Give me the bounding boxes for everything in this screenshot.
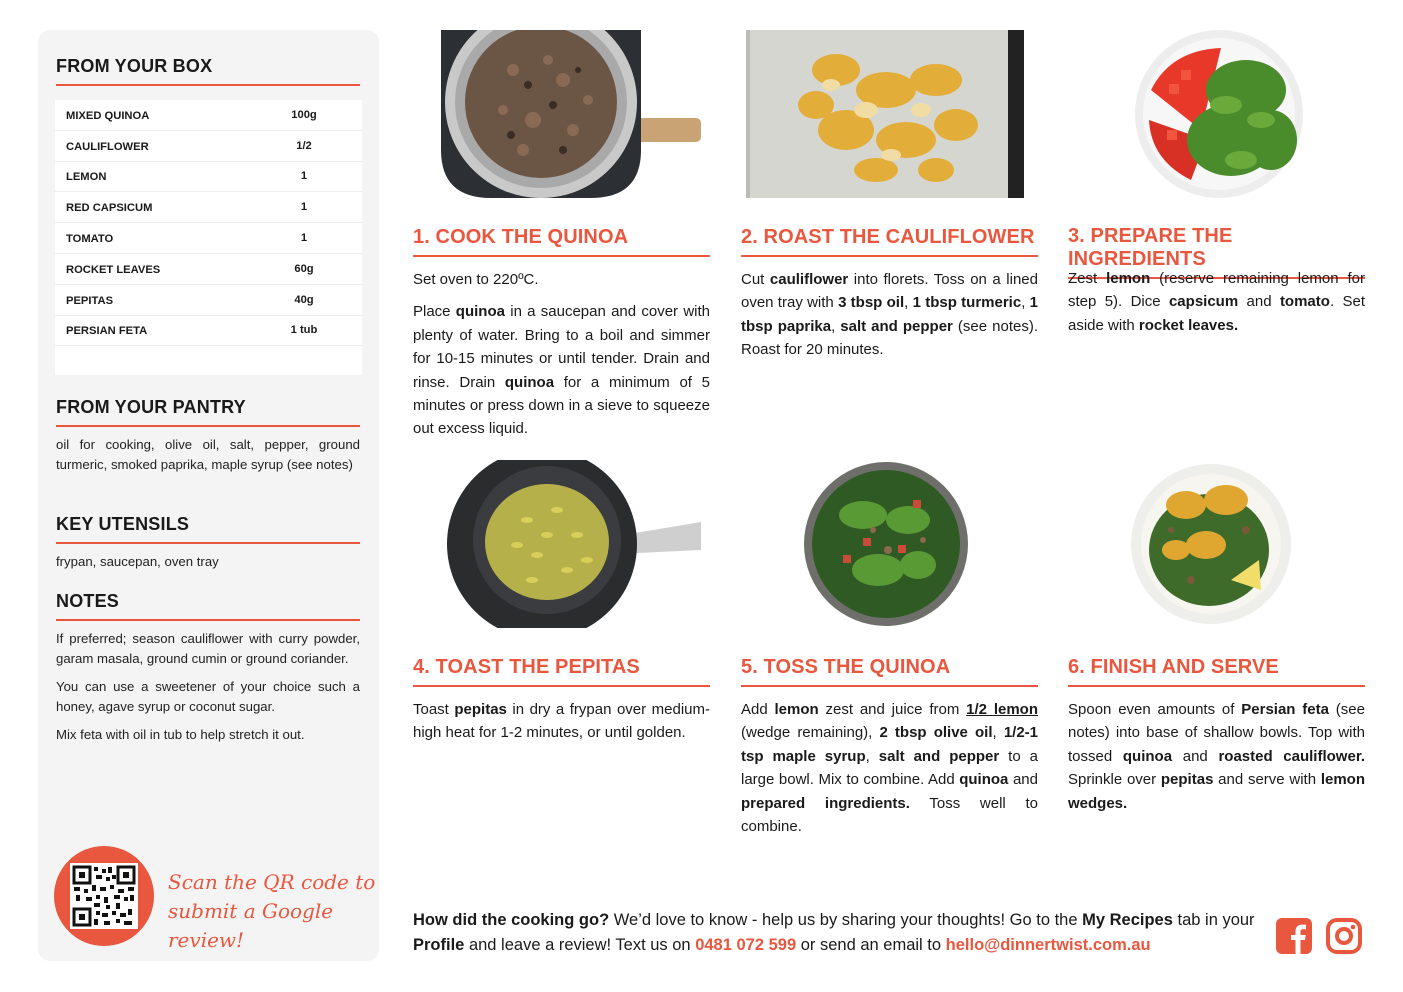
ingredient-quantity: 1/2	[296, 139, 312, 152]
step-5-instructions: Add lemon zest and juice from 1/2 lemon (wedge remaining), 2 tbsp olive oil, 1/2-1 tsp maple syrup, salt and pepper to a large bowl. Mix to combine. Add quinoa and prepared ingredients. Toss well to combine.	[741, 701, 1039, 836]
ingredient-row	[55, 162, 362, 193]
step-2-title: 2. ROAST THE CAULIFLOWER	[741, 226, 1038, 257]
quinoa-in-sieve-photo	[413, 30, 711, 198]
ingredient-name: PEPITAS	[66, 294, 114, 307]
profile-link[interactable]: Profile	[413, 936, 465, 954]
from-your-box-section	[56, 56, 360, 86]
ingredient-quantity: 60g	[294, 262, 314, 275]
utensils-title: KEY UTENSILS	[56, 514, 360, 544]
note-item: You can use a sweetener of your choice such a honey, agave syrup or coconut sugar.	[56, 679, 360, 714]
qr-review-prompt	[168, 868, 379, 955]
ingredients-table	[55, 100, 362, 375]
step-1-body	[413, 268, 710, 441]
qr-cta-line: submit a Google review!	[168, 899, 334, 952]
ingredient-quantity: 1 tub	[290, 324, 318, 337]
email-link[interactable]: hello@dinnertwist.com.au	[945, 936, 1151, 954]
ingredient-name: RED CAPSICUM	[66, 202, 153, 215]
footer-question: How did the cooking go?	[413, 911, 610, 929]
from-your-box-title: FROM YOUR BOX	[56, 56, 360, 86]
footer-text: We’d love to know - help us by sharing your thoughts! Go to the	[609, 911, 1083, 929]
utensils-section	[56, 514, 360, 572]
step-4-body	[413, 698, 710, 745]
ingredient-name: LEMON	[66, 171, 107, 184]
step-5-body	[741, 698, 1038, 838]
instagram-icon[interactable]	[1326, 918, 1362, 954]
ingredient-quantity: 1	[300, 170, 308, 183]
step-5-title: 5. TOSS THE QUINOA	[741, 656, 1038, 687]
ingredient-row	[55, 223, 362, 254]
notes-section	[56, 591, 360, 745]
step-4-instructions: Toast pepitas in dry a frypan over medium-high heat for 1-2 minutes, or until golden.	[413, 701, 710, 742]
ingredient-name: MIXED QUINOA	[66, 109, 150, 122]
feedback-footer	[413, 908, 1263, 958]
ingredient-name: CAULIFLOWER	[66, 140, 149, 153]
step-3-instructions: Zest lemon (reserve remaining lemon for step 5). Dice capsicum and tomato. Set aside with rocket leaves.	[1068, 270, 1365, 334]
utensils-text: frypan, saucepan, oven tray	[56, 554, 219, 569]
ingredient-row	[55, 131, 362, 162]
step-3-body	[1068, 267, 1365, 337]
step-1-oven-text: Set oven to 220ºC.	[413, 271, 539, 288]
phone-link[interactable]: 0481 072 599	[695, 936, 797, 954]
ingredient-name: ROCKET LEAVES	[66, 263, 161, 276]
ingredient-row	[55, 192, 362, 223]
ingredient-quantity: 1	[300, 232, 308, 245]
step-6-title: 6. FINISH AND SERVE	[1068, 656, 1365, 687]
ingredient-quantity: 1	[300, 201, 308, 214]
footer-text: tab in your	[1172, 911, 1255, 929]
footer-text: and leave a review! Text us on	[464, 936, 696, 954]
step-1-title: 1. COOK THE QUINOA	[413, 226, 710, 257]
facebook-icon[interactable]	[1276, 918, 1312, 954]
ingredient-quantity: 40g	[294, 293, 314, 306]
step-6-body	[1068, 698, 1365, 815]
qr-cta-line: Scan the QR code to	[168, 870, 376, 894]
prepared-vegetables-bowl-photo	[1131, 30, 1307, 198]
step-2-body	[741, 268, 1038, 362]
step-6-instructions: Spoon even amounts of Persian feta (see notes) into base of shallow bowls. Top with tossed quinoa and roasted cauliflower. Sprinkle over pepitas and serve with lemon wedges.	[1068, 701, 1365, 812]
roasted-cauliflower-tray-photo	[746, 30, 1024, 198]
toasted-pepitas-frypan-photo	[447, 460, 701, 628]
my-recipes-link[interactable]: My Recipes	[1082, 911, 1173, 929]
pantry-text: oil for cooking, olive oil, salt, pepper, ground turmeric, smoked paprika, maple syrup (see notes)	[56, 437, 360, 472]
sidebar-panel	[38, 30, 379, 961]
note-item: Mix feta with oil in tub to help stretch it out.	[56, 727, 305, 742]
notes-title: NOTES	[56, 591, 360, 621]
pantry-section	[56, 397, 360, 475]
step-2-instructions: Cut cauliflower into florets. Toss on a lined oven tray with 3 tbsp oil, 1 tbsp turmeric, 1 tbsp paprika, salt and pepper (see notes). Roast for 20 minutes.	[741, 271, 1039, 359]
ingredient-row	[55, 316, 362, 347]
ingredient-name: PERSIAN FETA	[66, 325, 148, 338]
footer-text: or send an email to	[796, 936, 946, 954]
ingredient-row	[55, 285, 362, 316]
qr-badge[interactable]	[54, 846, 154, 946]
finished-dish-photo	[1131, 460, 1291, 628]
step-1-instructions: Place quinoa in a saucepan and cover with plenty of water. Bring to a boil and simmer for 10-15 minutes or until tender. Drain and rinse. Drain quinoa for a minimum of 5 minutes or press down in a sieve to squeeze out excess liquid.	[413, 303, 711, 438]
ingredient-quantity: 100g	[291, 108, 317, 121]
ingredient-row	[55, 100, 362, 131]
step-4-title: 4. TOAST THE PEPITAS	[413, 656, 710, 687]
note-item: If preferred; season cauliflower with curry powder, garam masala, ground cumin or ground coriander.	[56, 631, 360, 666]
ingredient-row	[55, 254, 362, 285]
step-3-title: 3. PREPARE THE INGREDIENTS	[1068, 225, 1365, 279]
qr-code-icon[interactable]	[70, 863, 138, 929]
pantry-title: FROM YOUR PANTRY	[56, 397, 360, 427]
ingredient-name: TOMATO	[66, 233, 114, 246]
tossed-quinoa-bowl-photo	[803, 460, 969, 628]
